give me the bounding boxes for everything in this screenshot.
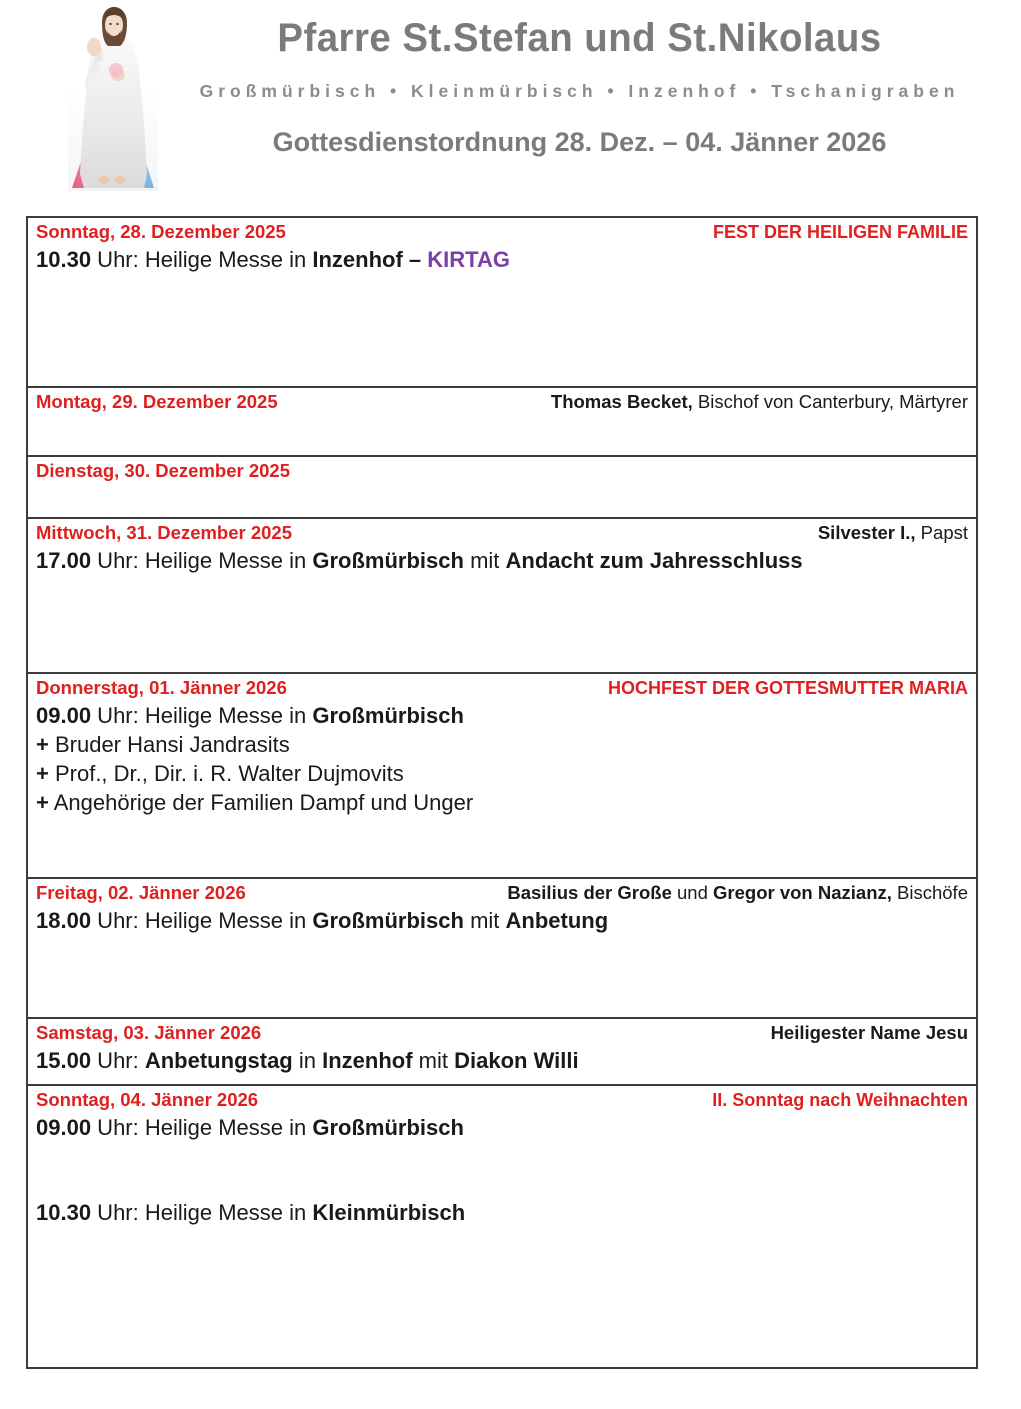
schedule-row-header [36,678,968,699]
schedule-entry-line: 09.00 Uhr: Heilige Messe in Großmürbisch [36,1114,464,1140]
schedule-feast-label: Heiligester Name Jesu [770,1022,968,1043]
schedule-row [28,519,976,674]
schedule-entry-line: 10.30 Uhr: Heilige Messe in Kleinmürbisch [36,1199,466,1225]
schedule-entries [36,701,968,817]
schedule-row [28,1086,976,1369]
schedule-row-header [36,1023,968,1044]
schedule-entries [36,245,968,274]
schedule-feast-label: II. Sonntag nach Weihnachten [712,1090,968,1110]
schedule-entry-line: + Prof., Dr., Dir. i. R. Walter Dujmovits [36,760,404,786]
schedule-feast-label: HOCHFEST DER GOTTESMUTTER MARIA [608,678,968,698]
schedule-date: Montag, 29. Dezember 2025 [36,391,278,412]
schedule-row [28,218,976,388]
schedule-date: Sonntag, 04. Jänner 2026 [36,1089,259,1110]
schedule-title: Gottesdienstordnung 28. Dez. – 04. Jänner 2026 [272,127,887,157]
schedule-date: Mittwoch, 31. Dezember 2025 [36,522,293,543]
schedule-entry-line: 10.30 Uhr: Heilige Messe in Inzenhof – KIRTAG [36,246,510,272]
schedule-date: Samstag, 03. Jänner 2026 [36,1022,262,1043]
schedule-row-header [36,222,968,243]
schedule-date: Donnerstag, 01. Jänner 2026 [36,677,287,698]
schedule-entry-line: 18.00 Uhr: Heilige Messe in Großmürbisch mit Anbetung [36,907,609,933]
schedule-row [28,1019,976,1086]
schedule-row-header [36,392,968,413]
schedule-feast-label: FEST DER HEILIGEN FAMILIE [712,222,968,242]
schedule-entry-line: 09.00 Uhr: Heilige Messe in Großmürbisch [36,702,464,728]
schedule-row [28,457,976,519]
schedule-entries [36,1113,968,1227]
schedule-date: Freitag, 02. Jänner 2026 [36,882,246,903]
parish-villages-subtitle: Großmürbisch • Kleinmürbisch • Inzenhof • Tschanigraben [199,81,960,101]
schedule-entry-line: + Bruder Hansi Jandrasits [36,731,290,757]
schedule-entries [36,1046,968,1075]
page-header [0,0,1021,205]
header-text-block [178,0,981,158]
schedule-date: Sonntag, 28. Dezember 2025 [36,221,286,242]
schedule-entries [36,906,968,935]
schedule-table [26,216,978,1369]
page-title: Pfarre St.Stefan und St.Nikolaus [277,16,882,60]
divine-mercy-jesus-image [58,2,168,194]
schedule-entry-line: 15.00 Uhr: Anbetungstag in Inzenhof mit Diakon Willi [36,1047,579,1073]
schedule-row-header [36,1090,968,1111]
schedule-row-header [36,883,968,904]
schedule-row-header [36,461,968,482]
schedule-date: Dienstag, 30. Dezember 2025 [36,460,290,481]
schedule-feast-label: Thomas Becket, Bischof von Canterbury, Märtyrer [550,391,968,412]
schedule-row [28,674,976,879]
schedule-feast-label: Silvester I., Papst [817,522,968,543]
schedule-entry-line: + Angehörige der Familien Dampf und Unger [36,789,474,815]
schedule-entries [36,546,968,575]
schedule-entry-line: 17.00 Uhr: Heilige Messe in Großmürbisch mit Andacht zum Jahresschluss [36,547,803,573]
schedule-row-header [36,523,968,544]
schedule-row [28,388,976,457]
schedule-row [28,879,976,1019]
schedule-feast-label: Basilius der Große und Gregor von Nazianz, Bischöfe [507,882,968,903]
